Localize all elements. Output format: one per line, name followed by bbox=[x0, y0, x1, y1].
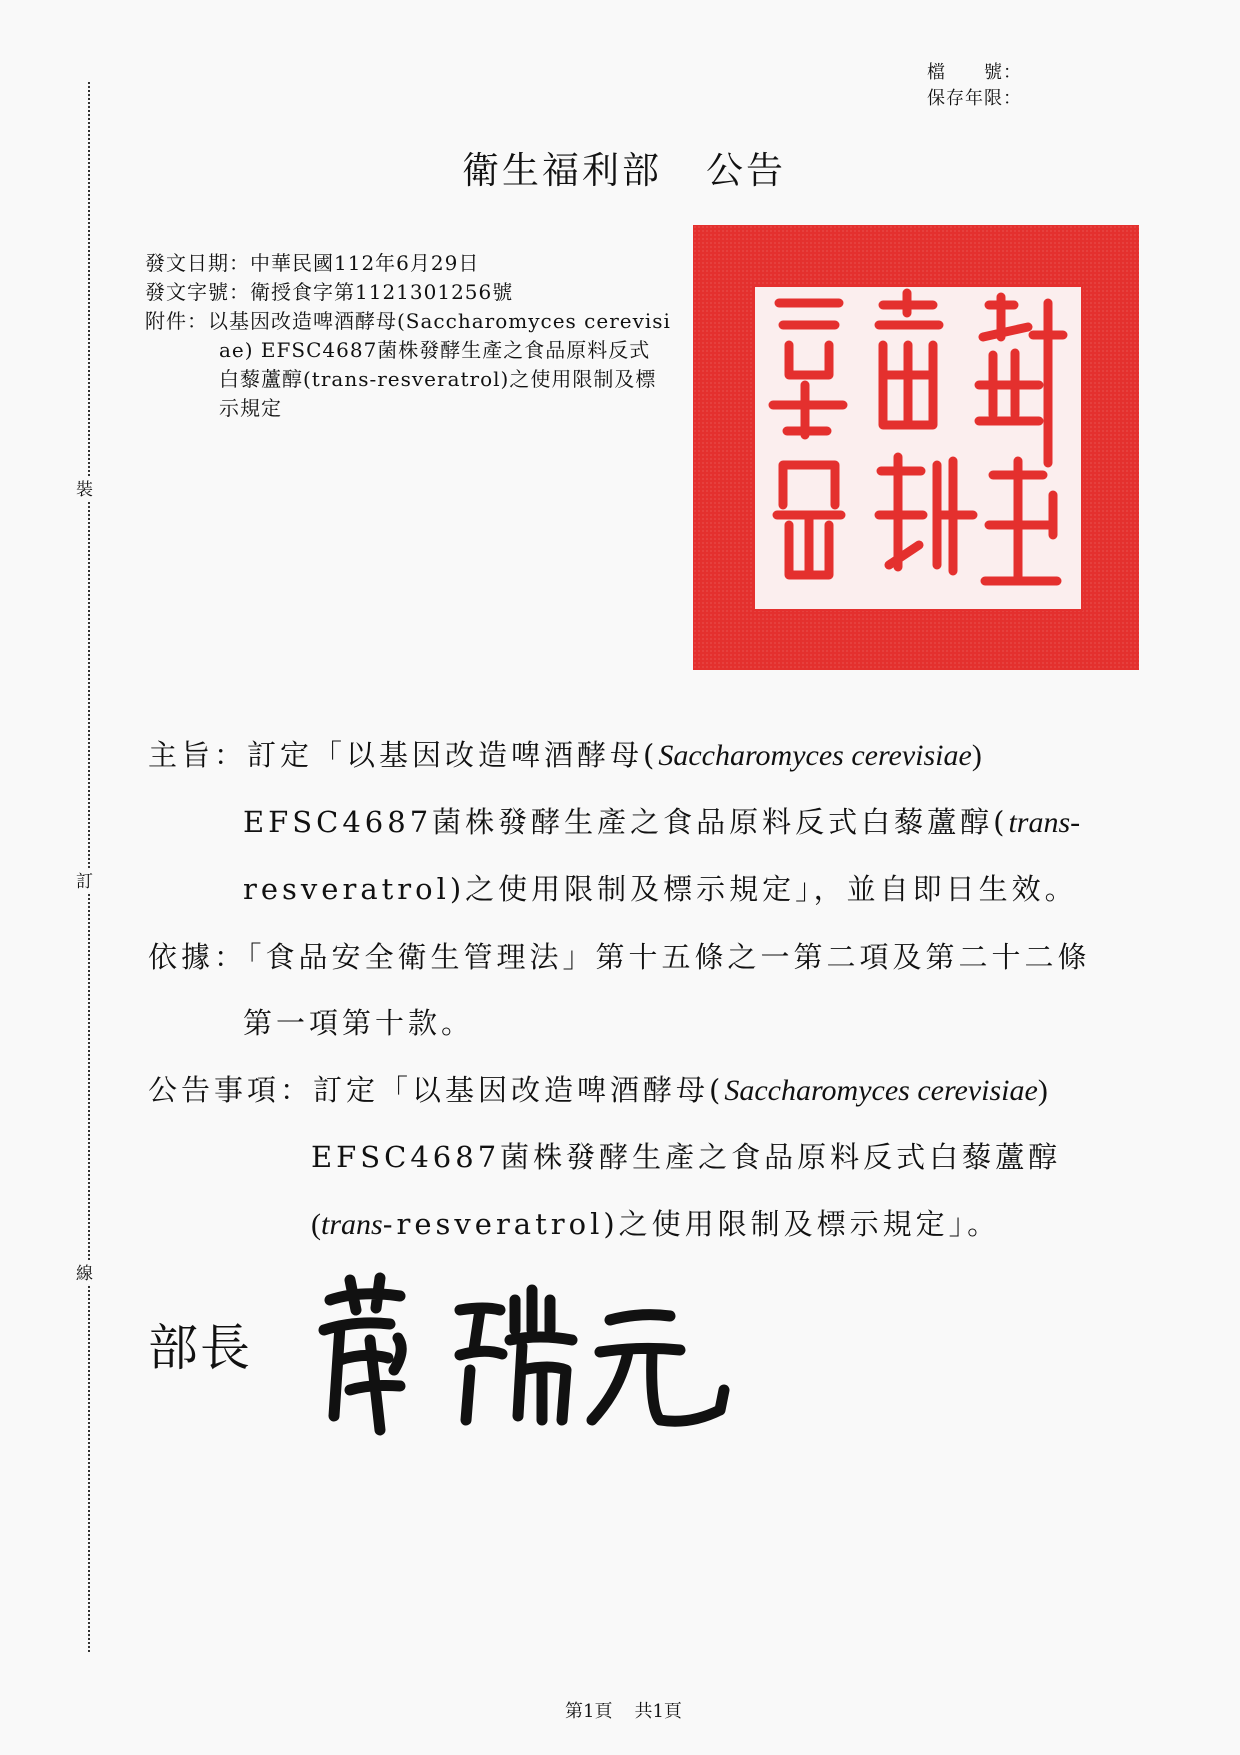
notice-line-3 bbox=[311, 1202, 1000, 1243]
binding-line bbox=[88, 82, 90, 1652]
binding-char-xian: 線 bbox=[76, 1264, 93, 1284]
minister-signature bbox=[310, 1260, 730, 1440]
notice-italic: trans bbox=[321, 1208, 383, 1241]
subject-line-1 bbox=[148, 733, 982, 774]
page-total: 共1頁 bbox=[634, 1701, 682, 1722]
notice-text: ) bbox=[1037, 1074, 1048, 1107]
notice-line-2: EFSC4687菌株發酵生產之食品原料反式白藜蘆醇 bbox=[311, 1140, 1062, 1174]
basis-line-2: 第一項第十款。 bbox=[243, 1006, 475, 1040]
subject-line-2 bbox=[243, 800, 1080, 841]
issue-date: 發文日期：中華民國112年6月29日 bbox=[145, 251, 480, 275]
basis-label: 依據： bbox=[148, 940, 248, 974]
basis-text: 「食品安全衛生管理法」第十五條之一第二項及第二十二條 bbox=[247, 940, 1091, 974]
subject-italic: trans- bbox=[1008, 806, 1081, 839]
page-number: 第1頁 bbox=[565, 1701, 613, 1722]
subject-label: 主旨： bbox=[148, 738, 248, 772]
binding-char-ding: 訂 bbox=[76, 872, 93, 892]
subject-text: 訂定「以基因改造啤酒酵母( bbox=[247, 738, 659, 772]
binding-char-zhuang: 裝 bbox=[76, 480, 93, 500]
basis-line-1 bbox=[148, 935, 1091, 976]
attachment-line: 白藜蘆醇(trans-resveratrol)之使用限制及標 bbox=[219, 367, 657, 391]
attachment-line: 附件：以基因改造啤酒酵母(Saccharomyces cerevisi bbox=[145, 309, 671, 333]
notice-line-1 bbox=[148, 1068, 1048, 1109]
attachment-line: 示規定 bbox=[219, 396, 282, 420]
subject-text: ) bbox=[971, 739, 982, 772]
notice-text: ( bbox=[311, 1208, 321, 1241]
subject-line-3: resveratrol)之使用限制及標示規定」，並自即日生效。 bbox=[243, 872, 1078, 906]
subject-text: EFSC4687菌株發酵生產之食品原料反式白藜蘆醇( bbox=[243, 805, 1009, 839]
notice-text: 訂定「以基因改造啤酒酵母( bbox=[313, 1073, 725, 1107]
page-footer bbox=[565, 1697, 682, 1723]
attachment-line: ae) EFSC4687菌株發酵生產之食品原料反式 bbox=[219, 338, 651, 362]
notice-label: 公告事項： bbox=[148, 1073, 314, 1107]
agency-name: 衛生福利部 bbox=[462, 149, 662, 192]
file-number-label: 檔 號： bbox=[927, 62, 1022, 83]
page-title bbox=[462, 140, 786, 194]
retention-label: 保存年限： bbox=[927, 88, 1022, 109]
seal-glyphs bbox=[693, 225, 1139, 670]
scientific-name: Saccharomyces cerevisiae bbox=[658, 739, 972, 772]
minister-title: 部長 bbox=[148, 1319, 252, 1377]
scientific-name: Saccharomyces cerevisiae bbox=[724, 1074, 1038, 1107]
document-type: 公告 bbox=[706, 149, 786, 192]
official-seal bbox=[693, 225, 1139, 670]
document-number: 發文字號：衛授食字第1121301256號 bbox=[145, 280, 514, 304]
notice-text: -resveratrol)之使用限制及標示規定」。 bbox=[382, 1207, 1001, 1241]
